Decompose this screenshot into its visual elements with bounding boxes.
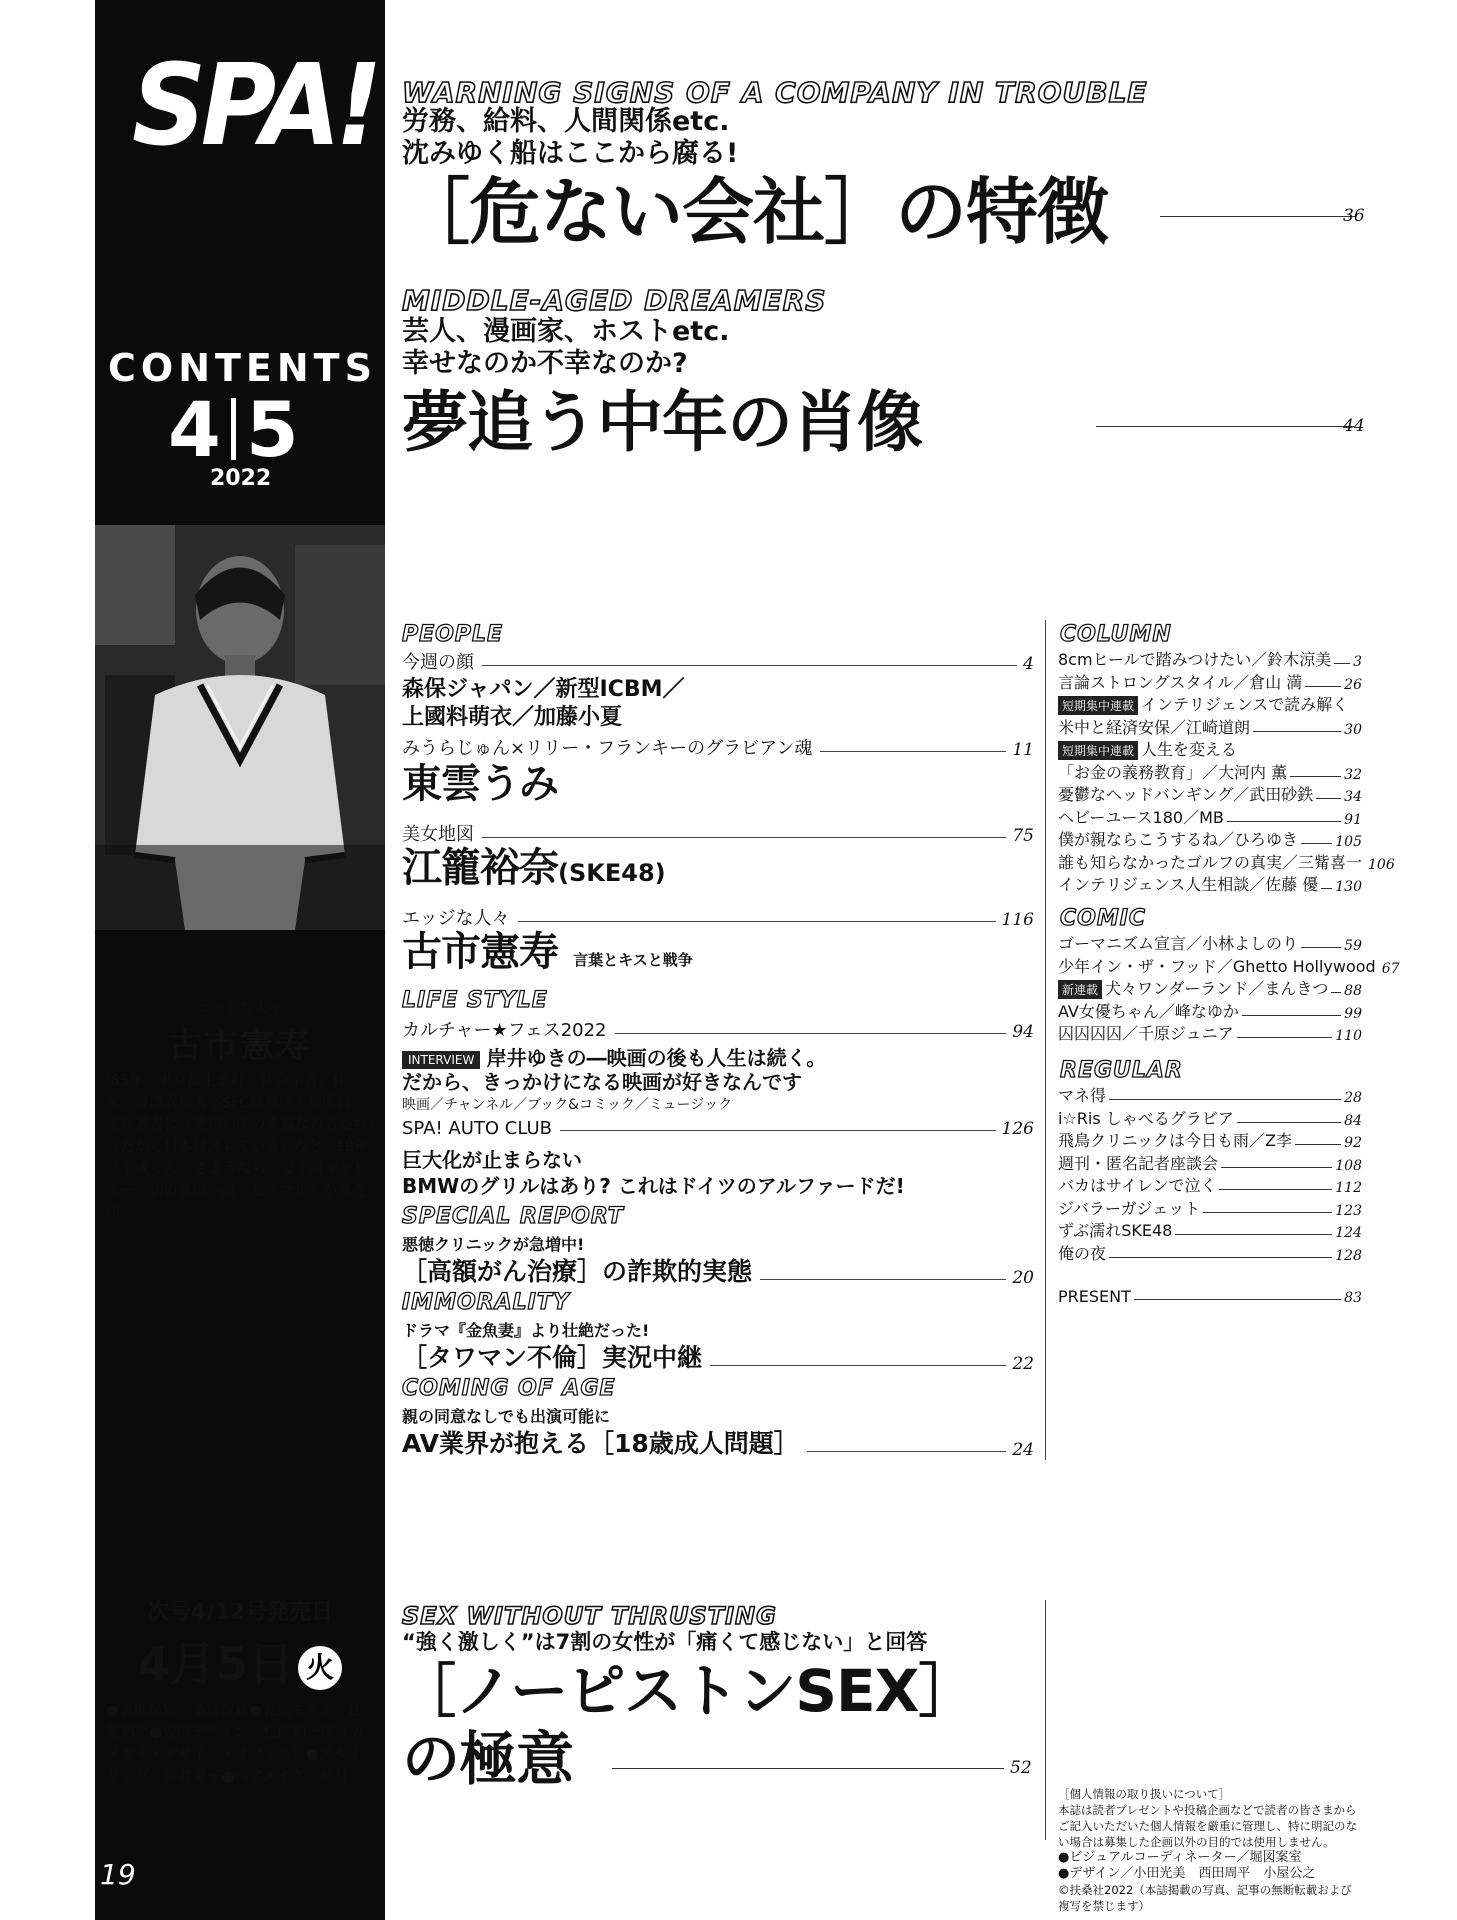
bijo-label: 美女地図 [402,824,474,845]
gravure-label: みうらじゅん×リリー・フランキーのグラビアン魂 [402,738,813,759]
list-item [1058,1242,1362,1264]
auto-line-1: 巨大化が止まらない [402,1148,582,1172]
list-item-title: 犬々ワンダーランド／まんきつ [1105,979,1329,998]
cover-person-bio: ’85年、東京都生まれ。社会学者、作家。慶應義塾大学SFC研究所上席所員。主な著書に『絶望の国の幸福な若者たち』『だから日本はズレている』など。’18年『平成くん、さようなら』で小説家デビュー。初の長編小説『ヒノマル』が発売中 [106,1073,375,1221]
list-item-page: 112 [1335,1180,1362,1196]
list-item-leader [1321,888,1332,889]
list-item-title: インテリジェンス人生相談／佐藤 優 [1058,875,1319,894]
list-item-leader [1175,1234,1332,1235]
list-item-title: 8cmヒールで踏みつけたい／鈴木涼美 [1058,650,1332,669]
list-item [1058,783,1362,805]
edge-name: 古市憲寿 [402,929,558,975]
list-item-page: 3 [1353,654,1362,670]
series-badge: 新連載 [1058,980,1102,999]
regular-section-label: REGULAR [1060,1058,1183,1083]
bottom-divider [1045,1600,1046,1840]
list-item [1058,1174,1362,1196]
bijo-leader [482,837,1006,838]
notice-visual: ●ビジュアルコーディネーター／堀図案室 [1058,1850,1302,1865]
kao-line-1: 森保ジャパン／新型ICBM／ [402,677,685,702]
present-label: PRESENT [1058,1287,1131,1306]
column-section-label: COLUMN [1060,622,1172,647]
bijo-page: 75 [1012,826,1034,846]
list-item [1058,806,1362,828]
special-report-page: 20 [1012,1268,1034,1288]
list-item-leader [1301,843,1332,844]
special-report-label: SPECIAL REPORT [402,1204,624,1229]
list-item-title: 人生を変える [1141,740,1238,759]
list-item-page: 32 [1344,766,1362,783]
present-leader [1134,1299,1341,1300]
list-item-leader [1219,1189,1332,1190]
list-item-leader [1334,663,1350,664]
cover-credits: ●表紙撮影／桑島智輝●表紙モデル／江籠裕奈●表紙デザイン／松沢順一郎（カメガイ・デザイン・オフィス）●スタイリング／筒井葉子●ヘアメイク／夢月 [106,1703,365,1785]
feature-2-leader [1096,426,1354,427]
kao-line-2: 上國料萌衣／加藤小夏 [402,705,623,730]
magazine-logo: SPA! [132,41,377,171]
list-item-page: 28 [1344,1090,1362,1106]
list-item-page: 59 [1344,938,1362,954]
list-item-leader [1316,798,1341,799]
kao-row [402,648,1034,674]
next-issue-label: 次号4/12号発売日 [147,1600,333,1625]
list-item-leader [1242,1015,1341,1016]
auto-page: 126 [1001,1119,1034,1139]
feature-3-page: 52 [1010,1758,1032,1778]
list-item-title: 言論ストロングスタイル／倉山 満 [1058,672,1303,692]
list-item-page: 106 [1368,856,1395,873]
list-item-leader [1295,1144,1341,1145]
list-item-leader [1221,1167,1332,1168]
special-report-lead: 悪徳クリニックが急増中! [402,1235,585,1254]
coming-of-age-label: COMING OF AGE [402,1376,616,1401]
next-issue-date-text: 4月5日 [137,1637,294,1691]
fes-row [402,1016,1034,1042]
immorality-page: 22 [1012,1354,1034,1374]
feature-1-title: ［危ない会社］の特徴 [398,170,1109,254]
column-divider [1045,620,1046,1460]
list-item-leader [1109,1257,1332,1258]
bijo-suffix: (SKE48) [558,859,666,887]
list-item-leader [1331,992,1341,993]
list-item [1058,828,1362,850]
list-item-title: ずぶ濡れSKE48 [1058,1221,1173,1240]
list-item-title: 誰も知らなかったゴルフの真実／三觜喜一 [1058,852,1363,872]
list-item-title: ゴーマニズム宣言／小林よしのり [1058,934,1299,953]
list-item-page: 34 [1344,789,1362,805]
edge-label: エッジな人々 [402,908,510,929]
cover-person-kicker: エッジな人々 [198,1001,282,1017]
list-item-title: バカはサイレンで泣く [1058,1176,1217,1195]
page-number: 19 [100,1858,136,1891]
list-item-title: 囚囚囚囚／千原ジュニア [1058,1024,1234,1043]
fes-categories: 映画／チャンネル／ブック&コミック／ミュージック [402,1097,733,1113]
issue-month: 4 [168,385,221,474]
gravure-page: 11 [1012,740,1034,760]
feature-1-page: 36 [1343,206,1365,226]
list-item-title: 週刊・匿名記者座談会 [1058,1153,1219,1173]
issue-year: 2022 [210,466,272,491]
notice-body: 本誌は読者プレゼントや投稿企画などで読者の皆さまからご記入いただいた個人情報を厳重に管理し、特に明記のない場合は募集した企画以外の目的では使用しません。 [1058,1803,1357,1849]
notice-design: ●デザイン／小田光美 西田周平 小屋公之 [1058,1866,1316,1881]
coming-of-age-leader [807,1451,1007,1452]
auto-line-2: BMWのグリルはあり? これはドイツのアルファードだ! [402,1174,905,1198]
kao-page: 4 [1023,654,1034,674]
list-item [1058,955,1400,977]
series-badge: 短期集中連載 [1058,696,1138,715]
edge-row [402,904,1034,930]
people-section-label: PEOPLE [402,622,504,647]
feature-1-lead-1: 労務、給料、人間関係etc. [402,106,730,137]
feature-2-lead-2: 幸せなのか不幸なのか? [402,348,688,379]
list-item [1058,761,1362,783]
list-item [1058,1197,1362,1219]
bijo-name-line [402,845,666,891]
list-item-page: 110 [1335,1028,1362,1044]
auto-leader [560,1130,996,1131]
feature-2-title: 夢追う中年の肖像 [402,384,922,461]
notice-title: ［個人情報の取り扱いについて］ [1058,1787,1231,1801]
issue-date-divider [231,398,236,460]
list-item [1058,851,1395,873]
list-item-leader [1301,947,1341,948]
list-item [1058,648,1362,670]
feature-2-kicker: MIDDLE-AGED DREAMERS [402,284,827,317]
list-item-page: 92 [1344,1135,1362,1151]
list-item-page: 84 [1344,1112,1362,1129]
kao-leader [482,665,1017,666]
list-item [1058,977,1362,999]
comic-section-label: COMIC [1060,906,1147,931]
series-badge: 短期集中連載 [1058,741,1138,760]
list-item-page: 88 [1344,983,1362,999]
kao-label: 今週の顔 [402,652,474,673]
edge-subtitle: 言葉とキスと戦争 [573,951,693,969]
list-item-page: 108 [1335,1157,1362,1174]
lifestyle-section-label: LIFE STYLE [402,988,548,1013]
list-item-leader [1237,1037,1333,1038]
list-item [1058,716,1362,738]
feature-2-lead-1: 芸人、漫画家、ホストetc. [402,316,730,347]
interview-line-2: だから、きっかけになる映画が好きなんです [402,1070,802,1094]
interview-tag: INTERVIEW [402,1051,480,1069]
list-item [1058,671,1362,693]
special-report-leader [760,1279,1006,1280]
cover-person-name: 古市憲寿 [168,1026,312,1066]
list-item-title: 俺の夜 [1058,1243,1107,1263]
list-item [1058,1152,1362,1174]
next-issue-weekday: 火 [298,1646,342,1690]
immorality-label: IMMORALITY [402,1290,570,1315]
list-item [1058,1022,1362,1044]
feature-1-kicker: WARNING SIGNS OF A COMPANY IN TROUBLE [402,76,1148,109]
list-item-page: 99 [1344,1005,1362,1022]
notice-copyright: ©扶桑社2022（本誌掲載の写真、記事の無断転載および複写を禁じます） [1058,1883,1352,1913]
list-item-title: 憂鬱なヘッドバンギング／武田砂鉄 [1058,785,1314,804]
feature-2-page: 44 [1343,416,1365,436]
contents-label: CONTENTS [108,346,377,390]
list-item-leader [1290,776,1341,777]
bijo-name: 江籠裕奈 [402,845,558,891]
special-report-row [402,1252,1034,1288]
list-item-leader [1227,821,1341,822]
auto-label: SPA! AUTO CLUB [402,1118,552,1139]
list-item-title: 「お金の義務教育」／大河内 薫 [1058,762,1288,782]
list-item [1058,1084,1362,1106]
privacy-notice [1058,1786,1362,1914]
issue-date [168,385,299,474]
feature-1-leader [1160,216,1355,217]
feature-1-lead-2: 沈みゆく船はここから腐る! [402,138,739,169]
list-item-page: 105 [1335,834,1362,850]
bijo-row [402,820,1034,846]
list-item-leader [1237,1122,1341,1123]
coming-of-age-page: 24 [1012,1440,1034,1460]
list-item-page: 130 [1335,879,1362,895]
coming-of-age-row [402,1424,1034,1460]
list-item-title: 少年イン・ザ・フッド／Ghetto Hollywood [1058,956,1376,976]
list-item [1058,1000,1362,1022]
issue-day: 5 [245,385,299,474]
list-item-title: i☆Ris しゃべるグラビア [1058,1108,1234,1128]
coming-of-age-title: AV業界が抱える［18歳成人問題］ [402,1429,799,1458]
present-page: 83 [1344,1290,1362,1306]
gravure-row [402,734,1034,760]
list-item-leader [1305,686,1341,687]
interview-line-1: 岸井ゆきの―映画の後も人生は続く。 [486,1046,827,1070]
list-item [1058,873,1362,895]
fes-leader [615,1033,1007,1034]
list-item-page: 67 [1381,960,1400,977]
list-item [1058,693,1362,715]
list-item-page: 30 [1344,721,1362,738]
immorality-row [402,1338,1034,1374]
list-item-title: 米中と経済安保／江崎道朗 [1058,717,1251,737]
edge-page: 116 [1001,910,1034,930]
list-item-title: ジバラーガジェット [1058,1198,1201,1218]
list-item-title: インテリジェンスで読み解く [1141,695,1349,714]
feature-3-title-1: ［ノーピストンSEX］ [398,1657,976,1725]
list-item [1058,1107,1362,1129]
list-item [1058,932,1362,954]
list-item-leader [1109,1099,1341,1100]
list-item-title: マネ得 [1058,1086,1107,1105]
edge-name-line [402,929,693,975]
feature-3-kicker: SEX WITHOUT THRUSTING [402,1602,777,1630]
list-item-title: ヘビーユース180／MB [1058,807,1224,827]
feature-3-lead: “強く激しく”は7割の女性が「痛くて感じない」と回答 [402,1630,928,1654]
fes-page: 94 [1012,1022,1034,1042]
list-item [1058,1219,1362,1241]
edge-leader [518,921,996,922]
coming-of-age-lead: 親の同意なしでも出演可能に [402,1407,611,1426]
list-item-page: 124 [1335,1225,1362,1241]
cover-person-illustration [95,525,385,930]
list-item-page: 91 [1344,811,1362,828]
list-item-page: 128 [1335,1247,1362,1264]
gravure-name: 東雲うみ [402,761,558,807]
list-item-leader [1203,1212,1332,1213]
fes-label: カルチャー★フェス2022 [402,1020,607,1041]
list-item-title: AV女優ちゃん／峰なゆか [1058,1001,1239,1021]
list-item [1058,738,1362,760]
feature-3-leader [612,1768,1004,1769]
list-item [1058,1129,1362,1151]
list-item-title: 飛鳥クリニックは今日も雨／Z李 [1058,1131,1293,1150]
immorality-title: ［タワマン不倫］実況中継 [402,1343,703,1372]
auto-row [402,1118,1034,1139]
immorality-leader [710,1365,1006,1366]
list-item-page: 123 [1335,1202,1362,1219]
feature-3-title-2: の極意 [402,1725,574,1793]
next-issue-date [95,1628,385,1694]
list-item-page: 26 [1344,676,1362,693]
special-report-title: ［高額がん治療］の詐欺的実態 [402,1257,753,1286]
immorality-lead: ドラマ『金魚妻』より壮絶だった! [402,1321,650,1340]
list-item-leader [1253,731,1341,732]
cover-photo [95,525,385,930]
list-item-title: 僕が親ならこうするね／ひろゆき [1058,830,1299,849]
gravure-leader [820,751,1006,752]
present-row [1058,1284,1362,1306]
